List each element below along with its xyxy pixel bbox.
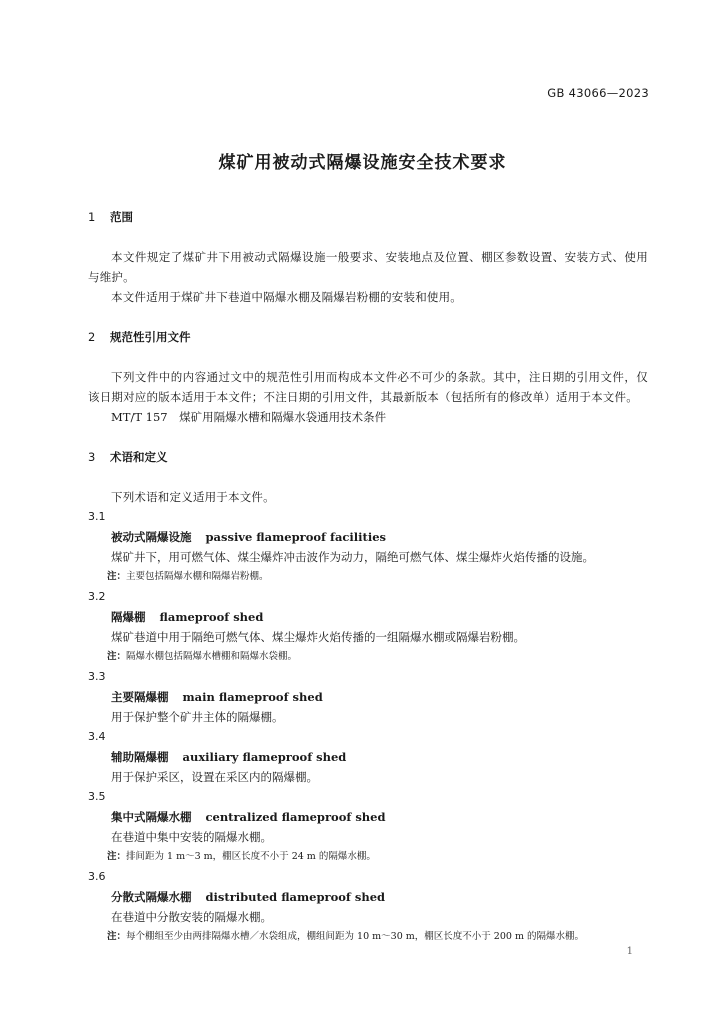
note-text: 主要包括隔爆水棚和隔爆岩粉棚。 xyxy=(126,571,269,582)
term-definition: 煤矿井下，用可燃气体、煤尘爆炸冲击波作为动力，隔绝可燃气体、煤尘爆炸火焰传播的设施。 xyxy=(111,550,594,564)
document-body xyxy=(88,207,648,947)
term-note xyxy=(88,567,648,587)
section-number: 2 xyxy=(88,330,96,344)
term-entry xyxy=(88,887,648,907)
section-title: 术语和定义 xyxy=(110,450,168,464)
note-label: 注： xyxy=(107,651,127,662)
term-note xyxy=(88,847,648,867)
note-label: 注： xyxy=(107,931,127,942)
section-title: 规范性引用文件 xyxy=(110,330,191,344)
term-entry xyxy=(88,747,648,767)
note-text: 隔爆水棚包括隔爆水槽棚和隔爆水袋棚。 xyxy=(126,651,298,662)
term-definition: 用于保护整个矿井主体的隔爆棚。 xyxy=(111,710,284,724)
note-label: 注： xyxy=(107,851,127,862)
term-note xyxy=(88,647,648,667)
term-english: main flameproof shed xyxy=(182,690,323,704)
term-chinese: 辅助隔爆棚 xyxy=(111,750,169,764)
term-english: auxiliary flameproof shed xyxy=(182,750,347,764)
term-entry xyxy=(88,687,648,707)
term-entry xyxy=(88,607,648,627)
note-label: 注： xyxy=(107,571,127,582)
section-number: 1 xyxy=(88,210,96,224)
clause-number: 3.1 xyxy=(88,510,106,523)
term-chinese: 被动式隔爆设施 xyxy=(111,530,192,544)
term-entry xyxy=(88,807,648,827)
term-chinese: 主要隔爆棚 xyxy=(111,690,169,704)
term-english: flameproof shed xyxy=(159,610,264,624)
scope-paragraph-2: 本文件适用于煤矿井下巷道中隔爆水棚及隔爆岩粉棚的安装和使用。 xyxy=(111,290,462,304)
scope-paragraph-1: 本文件规定了煤矿井下用被动式隔爆设施一般要求、安装地点及位置、棚区参数设置、安装方式、使用与维护。 xyxy=(88,250,648,284)
clause-number: 3.4 xyxy=(88,730,106,743)
normative-reference: MT/T 157 煤矿用隔爆水槽和隔爆水袋通用技术条件 xyxy=(111,410,387,424)
term-definition: 用于保护采区，设置在采区内的隔爆棚。 xyxy=(111,770,318,784)
section-heading-normative xyxy=(88,327,648,347)
term-chinese: 集中式隔爆水棚 xyxy=(111,810,192,824)
standard-code: GB 43066—2023 xyxy=(547,86,649,100)
term-definition: 在巷道中分散安装的隔爆水棚。 xyxy=(111,910,272,924)
section-number: 3 xyxy=(88,450,96,464)
section-heading-terms xyxy=(88,447,648,467)
term-definition: 煤矿巷道中用于隔绝可燃气体、煤尘爆炸火焰传播的一组隔爆水棚或隔爆岩粉棚。 xyxy=(111,630,525,644)
term-note xyxy=(88,927,648,947)
clause-number: 3.2 xyxy=(88,590,106,603)
clause-number: 3.3 xyxy=(88,670,106,683)
term-english: distributed flameproof shed xyxy=(205,890,386,904)
term-english: centralized flameproof shed xyxy=(205,810,386,824)
term-english: passive flameproof facilities xyxy=(205,530,386,544)
document-title: 煤矿用被动式隔爆设施安全技术要求 xyxy=(218,153,507,173)
section-title: 范围 xyxy=(110,210,133,224)
section-heading-scope xyxy=(88,207,648,227)
term-chinese: 隔爆棚 xyxy=(111,610,146,624)
normative-paragraph: 下列文件中的内容通过文中的规范性引用而构成本文件必不可少的条款。其中，注日期的引用文件，仅该日期对应的版本适用于本文件；不注日期的引用文件，其最新版本（包括所有的修改单）适用于本文件。 xyxy=(88,370,648,404)
page-number: 1 xyxy=(626,946,633,957)
term-entry xyxy=(88,527,648,547)
terms-intro: 下列术语和定义适用于本文件。 xyxy=(111,490,275,504)
note-text: 每个棚组至少由两排隔爆水槽／水袋组成，棚组间距为 10 m～30 m，棚区长度不小于 200 m 的隔爆水棚。 xyxy=(126,931,584,942)
clause-number: 3.5 xyxy=(88,790,106,803)
clause-number: 3.6 xyxy=(88,870,106,883)
note-text: 排间距为 1 m～3 m，棚区长度不小于 24 m 的隔爆水棚。 xyxy=(126,851,376,862)
term-definition: 在巷道中集中安装的隔爆水棚。 xyxy=(111,830,272,844)
term-chinese: 分散式隔爆水棚 xyxy=(111,890,192,904)
